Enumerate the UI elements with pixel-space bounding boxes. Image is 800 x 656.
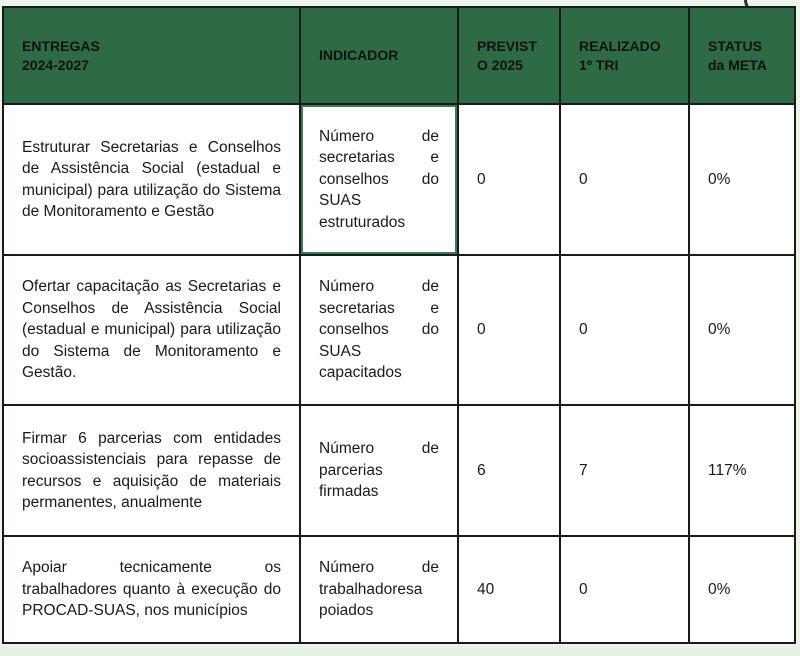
header-status: STATUS da META <box>689 7 795 104</box>
cell-previsto: 0 <box>458 255 560 405</box>
cell-realizado: 0 <box>560 255 689 405</box>
table-row <box>3 104 795 255</box>
cell-entrega: Apoiar tecnicamente os trabalhadores quanto à execução do PROCAD-SUAS, nos municípios <box>3 536 300 643</box>
header-previsto: PREVIST O 2025 <box>458 7 560 104</box>
cell-indicador: Número de parcerias firmadas <box>300 405 458 536</box>
cell-indicador: Número de trabalhadoresa poiados <box>300 536 458 643</box>
cell-entrega: Ofertar capacitação as Secretarias e Conselhos de Assistência Social (estadual e municipal) para utilização do Sistema de Monitoramento e Gestão. <box>3 255 300 405</box>
cell-status: 117% <box>689 405 795 536</box>
cell-indicador: Número de secretarias e conselhos do SUAS capacitados <box>300 255 458 405</box>
header-realizado: REALIZADO 1º TRI <box>560 7 689 104</box>
cell-realizado: 0 <box>560 104 689 255</box>
goals-table <box>2 6 796 644</box>
table-row <box>3 536 795 643</box>
cell-indicador: Número de secretarias e conselhos do SUAS estruturados <box>300 104 458 255</box>
cell-entrega: Firmar 6 parcerias com entidades socioassistenciais para repasse de recursos e aquisição de materiais permanentes, anualmente <box>3 405 300 536</box>
cell-realizado: 7 <box>560 405 689 536</box>
header-indicador: INDICADOR <box>300 7 458 104</box>
table-row <box>3 255 795 405</box>
cell-status: 0% <box>689 104 795 255</box>
bottom-strip <box>0 646 800 656</box>
cell-previsto: 6 <box>458 405 560 536</box>
table-header-row <box>3 7 795 104</box>
cell-status: 0% <box>689 255 795 405</box>
header-entregas: ENTREGAS 2024-2027 <box>3 7 300 104</box>
cell-previsto: 0 <box>458 104 560 255</box>
table-row <box>3 405 795 536</box>
cell-previsto: 40 <box>458 536 560 643</box>
cell-status: 0% <box>689 536 795 643</box>
cell-realizado: 0 <box>560 536 689 643</box>
cell-entrega: Estruturar Secretarias e Conselhos de Assistência Social (estadual e municipal) para utilização do Sistema de Monitoramento e Gestão <box>3 104 300 255</box>
